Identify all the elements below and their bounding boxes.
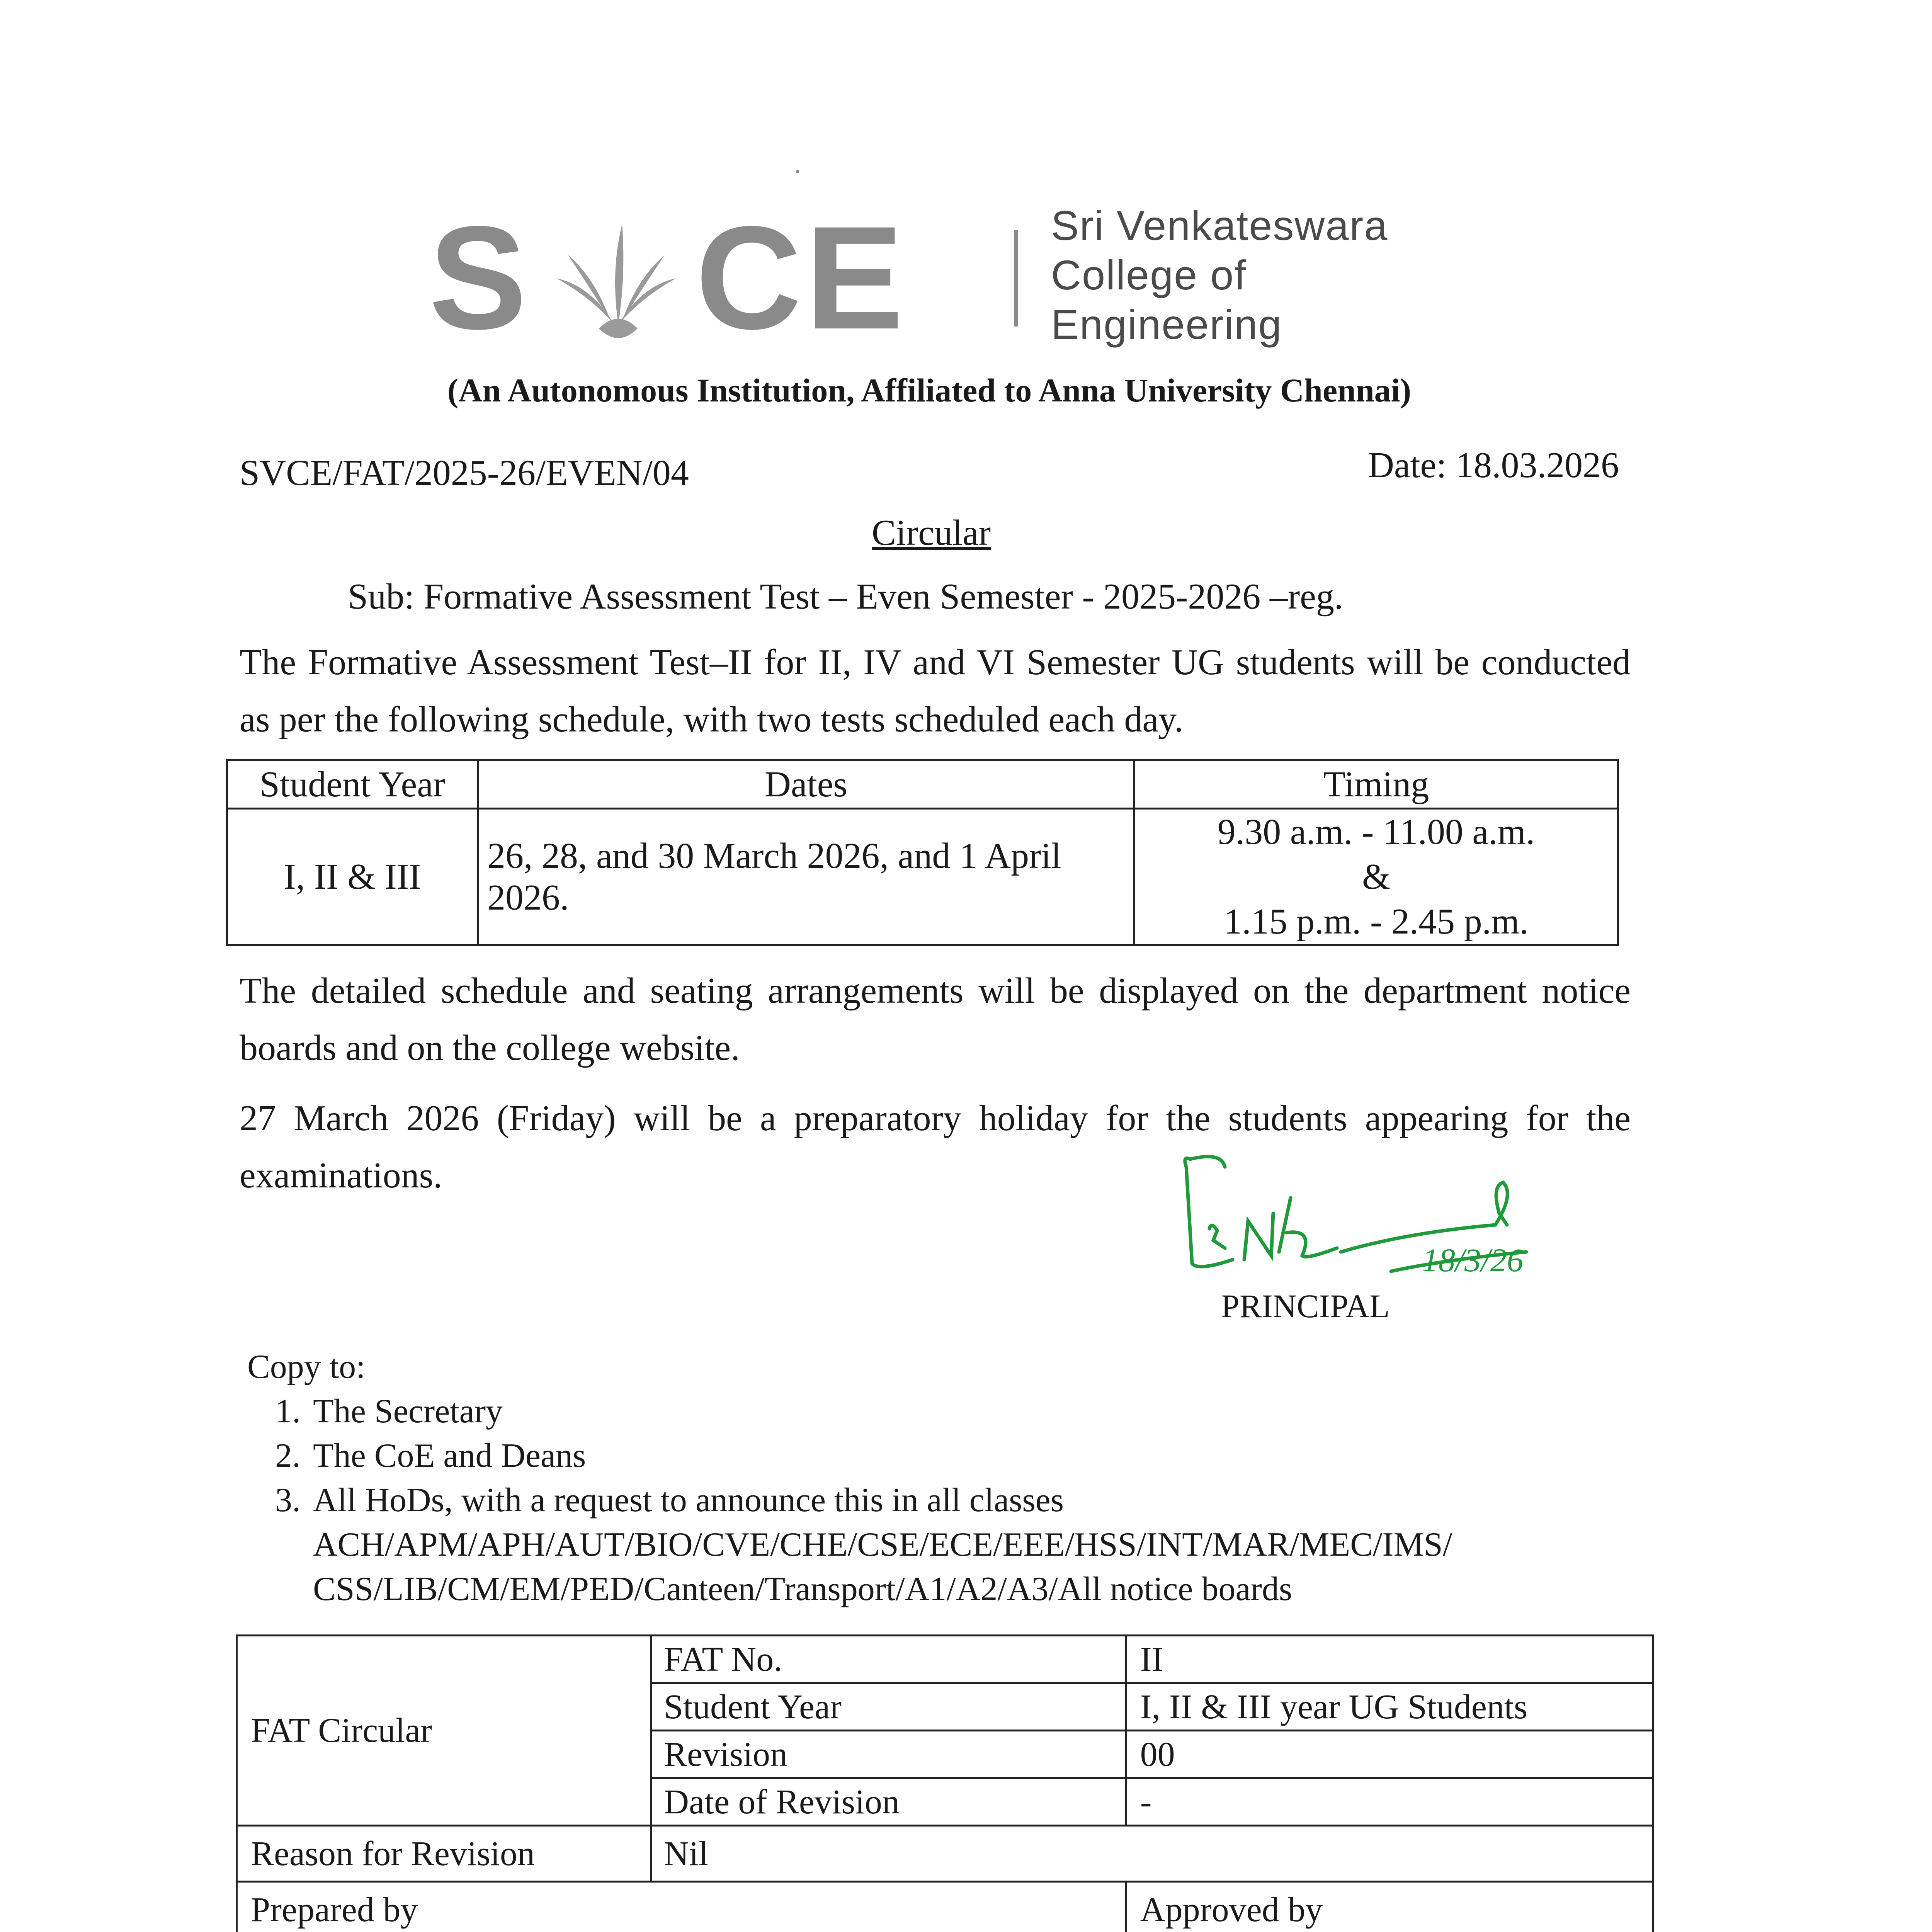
cell-dates: 26, 28, and 30 March 2026, and 1 April 2026. [478, 809, 1134, 945]
logo-wordmark: S [429, 201, 531, 360]
department-list-line-1: ACH/APM/APH/AUT/BIO/CVE/CHE/CSE/ECE/EEE/HSS/INT/MAR/MEC/IMS/ [313, 1526, 1452, 1563]
principal-label: PRINCIPAL [1221, 1287, 1390, 1325]
timing-separator: & [1362, 857, 1391, 897]
table-row [237, 1826, 1653, 1882]
institution-line-3: Engineering [1051, 301, 1282, 348]
table-row [237, 1882, 1653, 1932]
cell-reason-value: Nil [651, 1826, 1653, 1882]
copy-to-list [247, 1389, 1452, 1611]
table-header-row [227, 760, 1618, 809]
circular-date: Date: 18.03.2026 [1367, 445, 1619, 485]
header-dates: Dates [478, 760, 1134, 809]
cell-timing [1134, 809, 1618, 945]
timing-afternoon: 1.15 p.m. - 2.45 p.m. [1224, 901, 1529, 942]
copy-to-heading: Copy to: [247, 1348, 366, 1386]
scan-speck [796, 170, 799, 173]
timing-morning: 9.30 a.m. - 11.00 a.m. [1217, 812, 1535, 852]
schedule-note-paragraph: The detailed schedule and seating arrangements will be displayed on the department notice boards and on the college website. [240, 971, 1631, 1068]
page-title: Circular [872, 513, 991, 553]
cell-date-of-revision-value: - [1126, 1778, 1653, 1826]
header-student-year: Student Year [227, 760, 478, 809]
subject-line: Sub: Formative Assessment Test – Even Semester - 2025-2026 –reg. [348, 577, 1344, 617]
svg-text:CE: CE [696, 201, 907, 360]
holiday-note-paragraph: 27 March 2026 (Friday) will be a preparatory holiday for the students appearing for the examinations. [240, 1098, 1631, 1196]
principal-signature [1175, 1144, 1600, 1291]
institution-name [1051, 201, 1388, 349]
institution-line-2: College of [1051, 252, 1247, 298]
cell-prepared-by-label: Prepared by [237, 1882, 1126, 1932]
institution-line-1: Sri Venkateswara [1051, 202, 1388, 249]
lotus-emblem-icon [556, 224, 676, 338]
schedule-table [226, 759, 1619, 946]
cell-reason-label: Reason for Revision [237, 1826, 651, 1882]
list-item [309, 1434, 1452, 1478]
cell-fat-no-label: FAT No. [651, 1636, 1126, 1683]
cell-student-year: I, II & III [227, 809, 478, 945]
cell-date-of-revision-label: Date of Revision [651, 1778, 1126, 1826]
copy-to-section [247, 1345, 1452, 1611]
cell-fat-no-value: II [1126, 1636, 1653, 1683]
cell-revision-value: 00 [1126, 1731, 1653, 1778]
signature-date: 18/3/26 [1422, 1242, 1524, 1279]
header-timing: Timing [1134, 760, 1618, 809]
copy-to-item-1: The Secretary [313, 1393, 503, 1430]
copy-to-item-2: The CoE and Deans [313, 1437, 586, 1475]
cell-approved-by-label: Approved by [1126, 1882, 1653, 1932]
affiliation-line: (An Autonomous Institution, Affiliated to Anna University Chennai) [447, 372, 1412, 409]
cell-student-year-value: I, II & III year UG Students [1126, 1683, 1653, 1731]
table-row [237, 1636, 1653, 1683]
document-control-table [236, 1634, 1654, 1932]
department-list-line-2: CSS/LIB/CM/EM/PED/Canteen/Transport/A1/A2/A3/All notice boards [313, 1570, 1293, 1608]
table-row [227, 809, 1618, 945]
reference-number: SVCE/FAT/2025-26/EVEN/04 [240, 453, 689, 493]
cell-revision-label: Revision [651, 1731, 1126, 1778]
cell-student-year-label: Student Year [651, 1683, 1126, 1731]
copy-to-item-3: All HoDs, with a request to announce this in all classes [313, 1481, 1064, 1519]
list-item [309, 1389, 1452, 1434]
intro-paragraph: The Formative Assessment Test–II for II, IV and VI Semester UG students will be conducted as per the following schedule, with two tests scheduled each day. [240, 642, 1631, 740]
list-item [309, 1478, 1452, 1611]
handwritten-signature-icon [1175, 1144, 1600, 1291]
cell-fat-circular: FAT Circular [237, 1636, 651, 1826]
